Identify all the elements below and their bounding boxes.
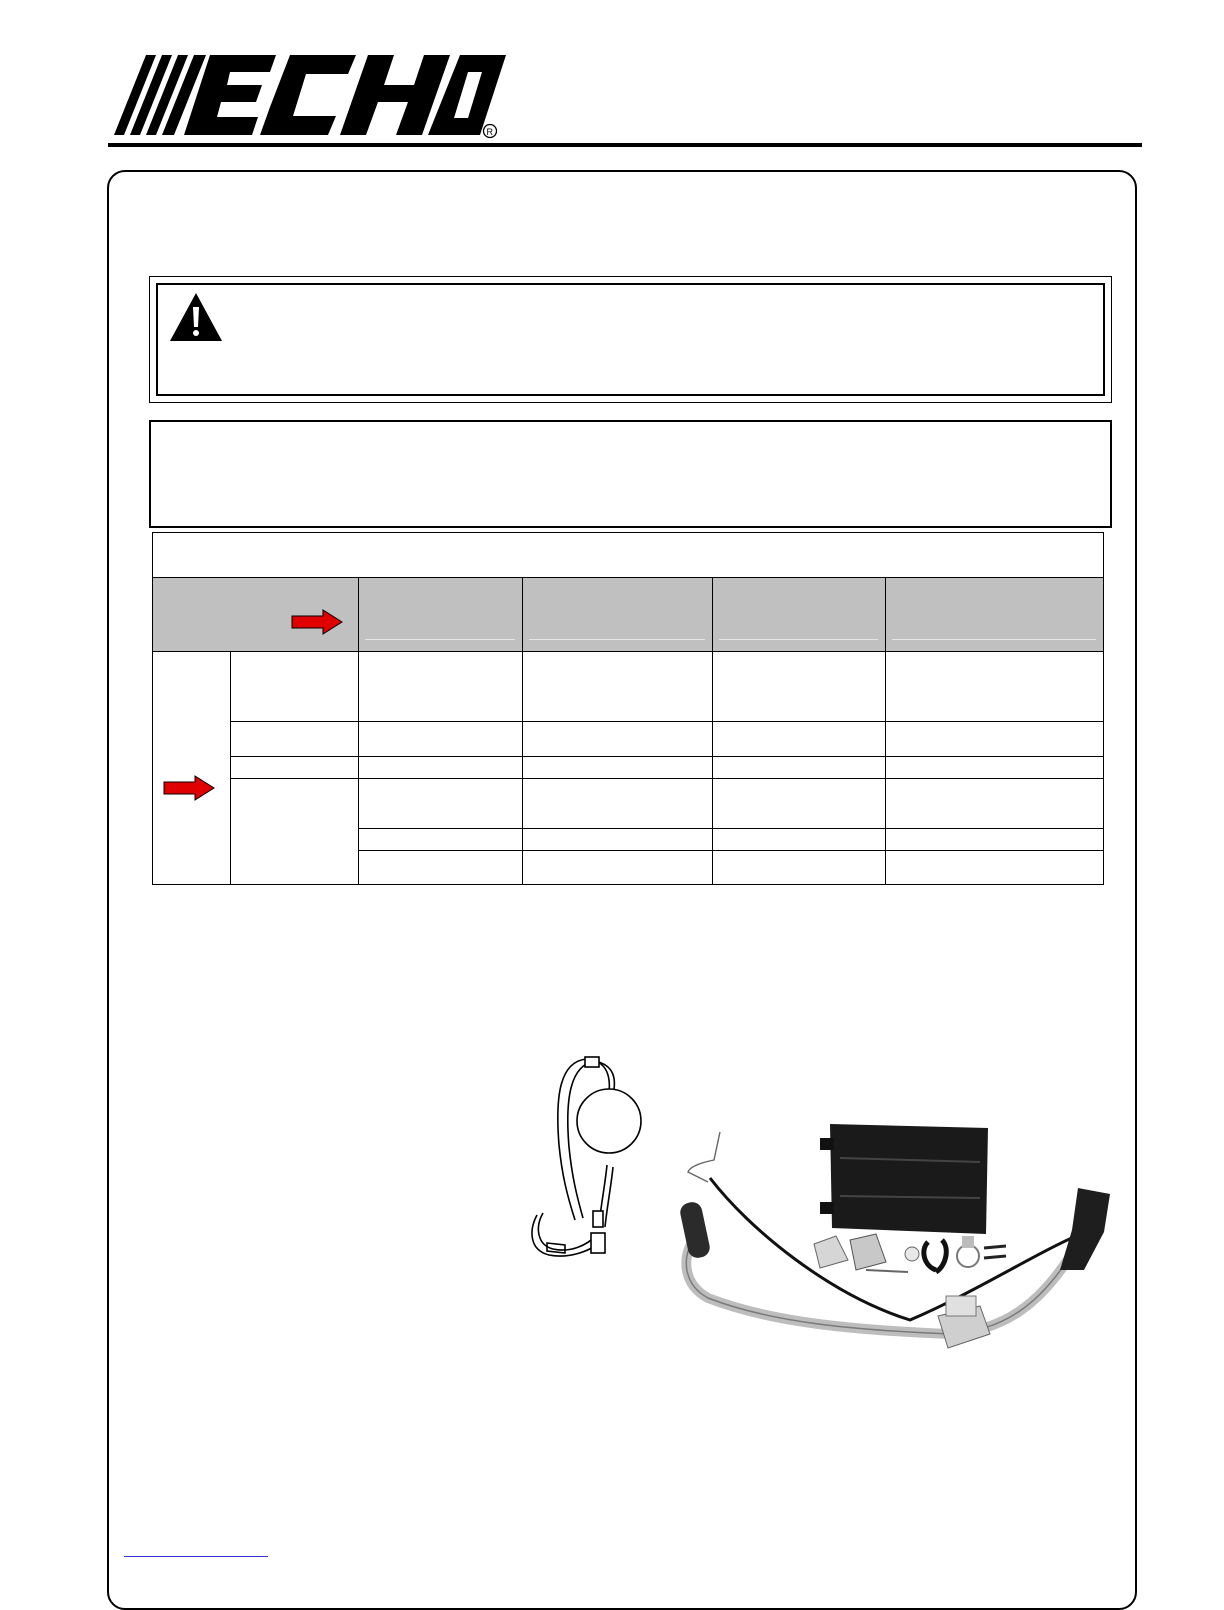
echo-logo [110,52,510,142]
warning-inner-border [156,283,1105,396]
red-arrow-icon [163,775,215,801]
warning-triangle-icon [168,291,224,343]
red-arrow-icon [291,609,343,635]
u-handle-conversion-kit-photo [680,1120,1120,1380]
application-table [152,532,1104,885]
shoulder-harness-illustration [525,1055,645,1270]
warning-box [149,276,1112,403]
header-rule [108,143,1142,147]
footer-link-underline[interactable] [124,1556,268,1557]
svg-text:R: R [486,127,493,137]
note-box [149,420,1112,528]
